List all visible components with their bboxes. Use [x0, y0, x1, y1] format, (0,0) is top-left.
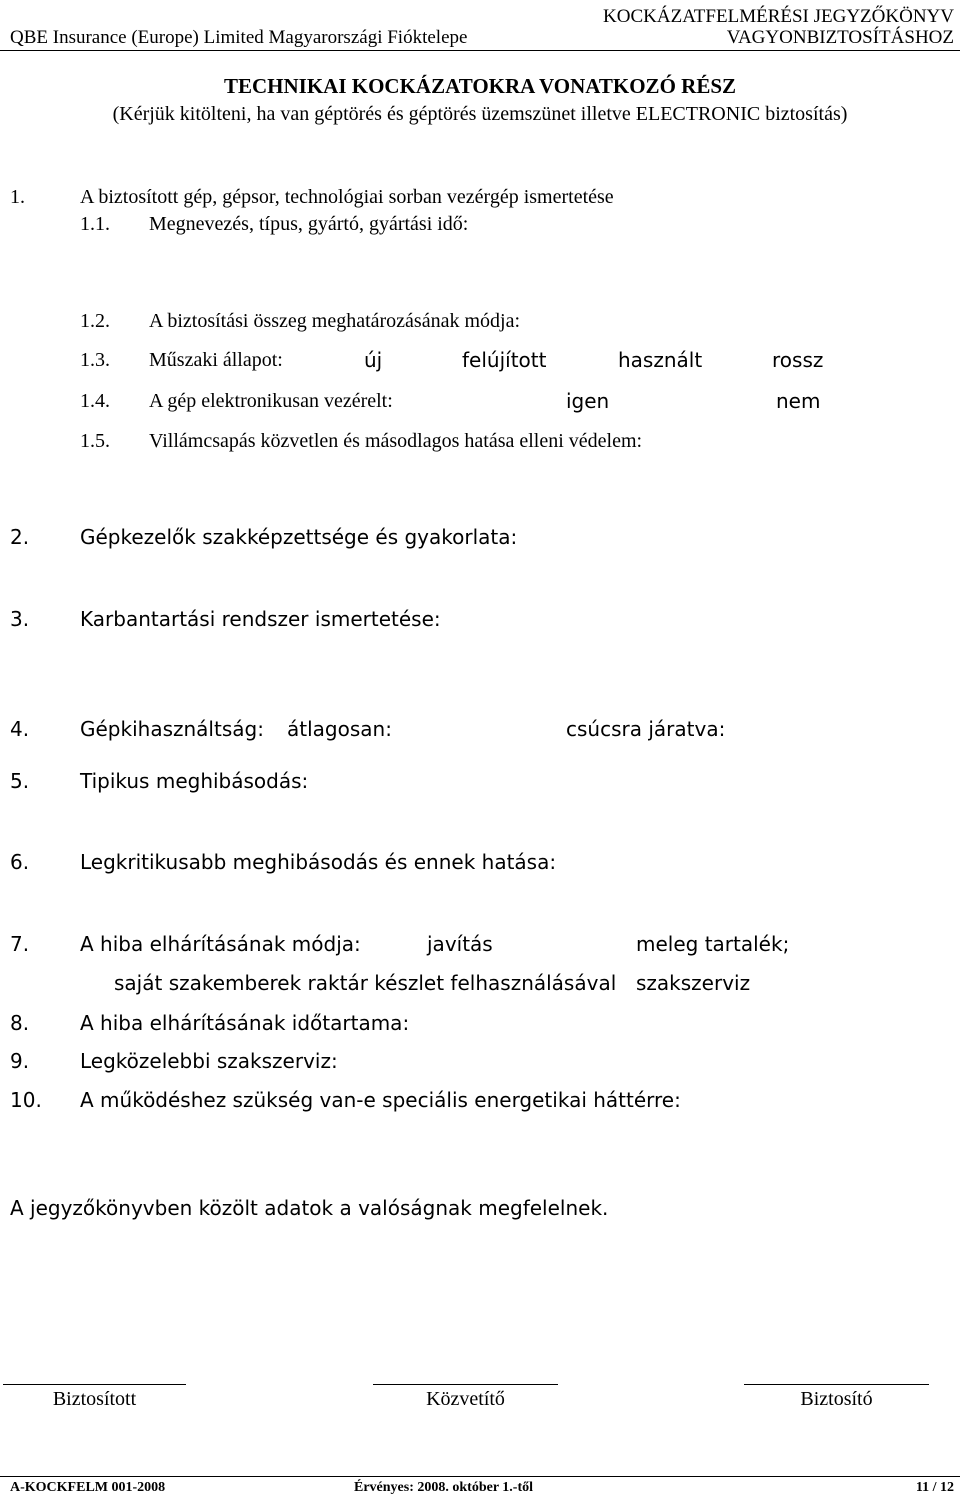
- item-3-number: 3.: [10, 607, 30, 631]
- header-doc-title-line2: VAGYONBIZTOSÍTÁSHOZ: [726, 27, 954, 48]
- item-9-number: 9.: [10, 1049, 30, 1073]
- repair-option-repair[interactable]: javítás: [427, 932, 493, 956]
- signature-label-insured: Biztosított: [52, 1388, 137, 1410]
- utilization-peak-label: csúcsra járatva:: [566, 717, 726, 741]
- item-1-2-number: 1.2.: [80, 310, 110, 332]
- item-8-text: A hiba elhárításának időtartama:: [80, 1011, 410, 1035]
- item-10-number: 10.: [10, 1088, 42, 1112]
- item-6-number: 6.: [10, 850, 30, 874]
- signature-line-insurer[interactable]: [744, 1384, 929, 1385]
- utilization-average-label: átlagosan:: [287, 717, 392, 741]
- footer-form-code: A-KOCKFELM 001-2008: [10, 1480, 166, 1495]
- declaration-text: A jegyzőkönyvben közölt adatok a valóságnak megfelelnek.: [10, 1196, 609, 1220]
- item-4-text: Gépkihasználtság:: [80, 717, 264, 741]
- item-1-3-number: 1.3.: [80, 349, 110, 371]
- item-3-text: Karbantartási rendszer ismertetése:: [80, 607, 441, 631]
- signature-label-broker: Közvetítő: [426, 1388, 505, 1410]
- item-7-number: 7.: [10, 932, 30, 956]
- electronic-control-option-no[interactable]: nem: [776, 389, 821, 413]
- item-1-1-text: Megnevezés, típus, gyártó, gyártási idő:: [149, 213, 469, 235]
- header-doc-title-line1: KOCKÁZATFELMÉRÉSI JEGYZŐKÖNYV: [603, 6, 954, 27]
- item-5-text: Tipikus meghibásodás:: [80, 769, 309, 793]
- signature-line-broker[interactable]: [373, 1384, 558, 1385]
- item-1-text: A biztosított gép, gépsor, technológiai sorban vezérgép ismertetése: [80, 186, 614, 208]
- signature-label-insurer: Biztosító: [800, 1388, 873, 1410]
- condition-option-refurbished[interactable]: felújított: [462, 348, 547, 372]
- repair-option-own-staff[interactable]: saját szakemberek raktár készlet felhasználásával: [114, 971, 617, 995]
- item-1-4-text: A gép elektronikusan vezérelt:: [149, 390, 393, 412]
- item-1-1-number: 1.1.: [80, 213, 110, 235]
- repair-option-service[interactable]: szakszerviz: [636, 971, 751, 995]
- repair-option-hot-spare[interactable]: meleg tartalék;: [636, 932, 790, 956]
- footer-rule: [0, 1476, 960, 1477]
- condition-option-bad[interactable]: rossz: [772, 348, 824, 372]
- item-6-text: Legkritikusabb meghibásodás és ennek hatása:: [80, 850, 557, 874]
- item-1-5-number: 1.5.: [80, 430, 110, 452]
- footer-valid-from: Érvényes: 2008. október 1.-től: [354, 1480, 533, 1495]
- item-4-number: 4.: [10, 717, 30, 741]
- electronic-control-option-yes[interactable]: igen: [566, 389, 610, 413]
- item-1-5-text: Villámcsapás közvetlen és másodlagos hatása elleni védelem:: [149, 430, 643, 452]
- condition-option-used[interactable]: használt: [618, 348, 703, 372]
- item-9-text: Legközelebbi szakszerviz:: [80, 1049, 338, 1073]
- item-1-2-text: A biztosítási összeg meghatározásának módja:: [149, 310, 521, 332]
- item-10-text: A működéshez szükség van-e speciális energetikai háttérre:: [80, 1088, 681, 1112]
- item-1-number: 1.: [10, 186, 25, 208]
- section-title: TECHNIKAI KOCKÁZATOKRA VONATKOZÓ RÉSZ: [223, 74, 737, 98]
- footer-page-number: 11 / 12: [915, 1480, 954, 1495]
- header-rule: [0, 50, 960, 51]
- condition-option-new[interactable]: új: [364, 348, 383, 372]
- item-2-number: 2.: [10, 525, 30, 549]
- item-1-4-number: 1.4.: [80, 390, 110, 412]
- item-5-number: 5.: [10, 769, 30, 793]
- item-1-3-text: Műszaki állapot:: [149, 349, 283, 371]
- item-7-text: A hiba elhárításának módja:: [80, 932, 361, 956]
- header-company: QBE Insurance (Europe) Limited Magyarországi Fióktelepe: [10, 27, 468, 48]
- item-8-number: 8.: [10, 1011, 30, 1035]
- item-2-text: Gépkezelők szakképzettsége és gyakorlata:: [80, 525, 518, 549]
- section-subtitle: (Kérjük kitölteni, ha van géptörés és géptörés üzemszünet illetve ELECTRONIC biztosítás): [112, 103, 848, 125]
- signature-line-insured[interactable]: [3, 1384, 186, 1385]
